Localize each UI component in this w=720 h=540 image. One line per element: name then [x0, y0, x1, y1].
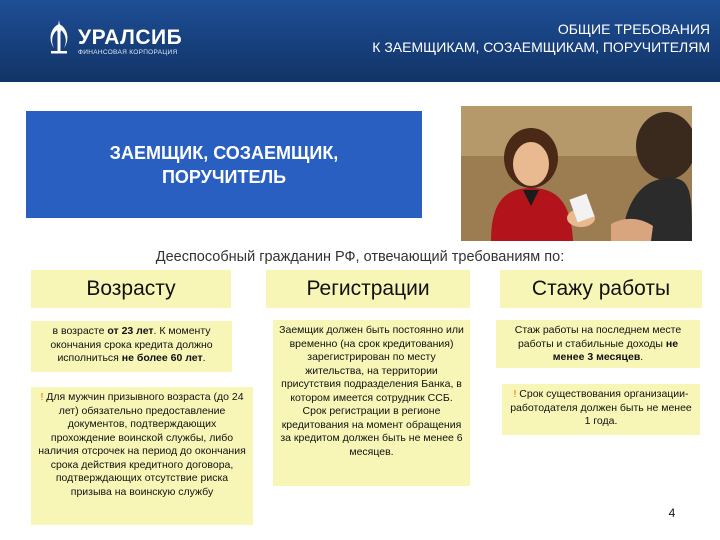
- category-work-experience: Стажу работы: [500, 270, 702, 308]
- business-meeting-photo: [461, 106, 692, 241]
- military-note-text: Для мужчин призывного возраста (до 24 лет) обязательно предоставление документов, подтверждающих прохождение воинской службы, либо наличия отсрочек на период до окончания срока действия кредитного договора, подтверждающих отсутствие риска призыва на воинскую службу: [38, 391, 246, 498]
- registration-text: Заемщик должен быть постоянно или временно (на срок кредитования) зарегистрирован по месту жительства, на территории присутствия подразделения Банка, в котором имеется сотрудник ССБ. Срок регистрации в регионе кредитования на момент обращения за кредитом должен быть не менее 6 месяцев.: [279, 324, 464, 458]
- age-text-2: . К моменту окончания срока кредита должно исполниться: [50, 325, 213, 364]
- subtitle: Дееспособный гражданин РФ, отвечающий требованиям по:: [155, 249, 565, 265]
- registration-requirement-card: [273, 320, 470, 486]
- category-registration: Регистрации: [266, 270, 470, 308]
- subject-box: [26, 111, 422, 218]
- military-note-card: [31, 387, 253, 525]
- work-text-2: .: [640, 351, 644, 363]
- age-text-3: .: [202, 352, 206, 364]
- employer-age-text: Срок существования организации-работодателя должен быть не менее 1 года.: [510, 388, 692, 427]
- age-text-1: в возрасте: [52, 325, 108, 337]
- page-title-line2: К ЗАЕМЩИКАМ, СОЗАЕМЩИКАМ, ПОРУЧИТЕЛЯМ: [372, 39, 710, 55]
- work-min-value: не менее 3 месяцев: [552, 337, 679, 363]
- employer-age-card: [502, 384, 700, 435]
- subject-line1: ЗАЕМЩИК, СОЗАЕМЩИК,: [109, 142, 339, 163]
- age-min-value: от 23 лет: [107, 325, 154, 337]
- age-requirement-card: [31, 321, 232, 372]
- category-age: Возрасту: [31, 270, 231, 308]
- subject-line2: ПОРУЧИТЕЛЬ: [161, 166, 287, 187]
- page-title: [240, 20, 710, 56]
- age-max-value: не более 60 лет: [121, 352, 203, 364]
- work-experience-card: [496, 320, 700, 368]
- page-title-line1: ОБЩИЕ ТРЕБОВАНИЯ: [557, 21, 710, 37]
- logo-tagline: ФИНАНСОВАЯ КОРПОРАЦИЯ: [78, 49, 178, 56]
- page-number: 4: [668, 506, 676, 520]
- warning-mark-icon: !: [40, 391, 44, 403]
- logo-name: УРАЛСИБ: [78, 26, 183, 49]
- uralsib-emblem-icon: [44, 18, 74, 56]
- header-band: [0, 0, 720, 82]
- work-text-1: Стаж работы на последнем месте работы и стабильные доходы: [514, 324, 682, 350]
- subject-heading: [74, 141, 374, 189]
- warning-mark-icon: !: [513, 388, 517, 400]
- photo-illustration: [461, 106, 692, 241]
- logo: [44, 18, 184, 58]
